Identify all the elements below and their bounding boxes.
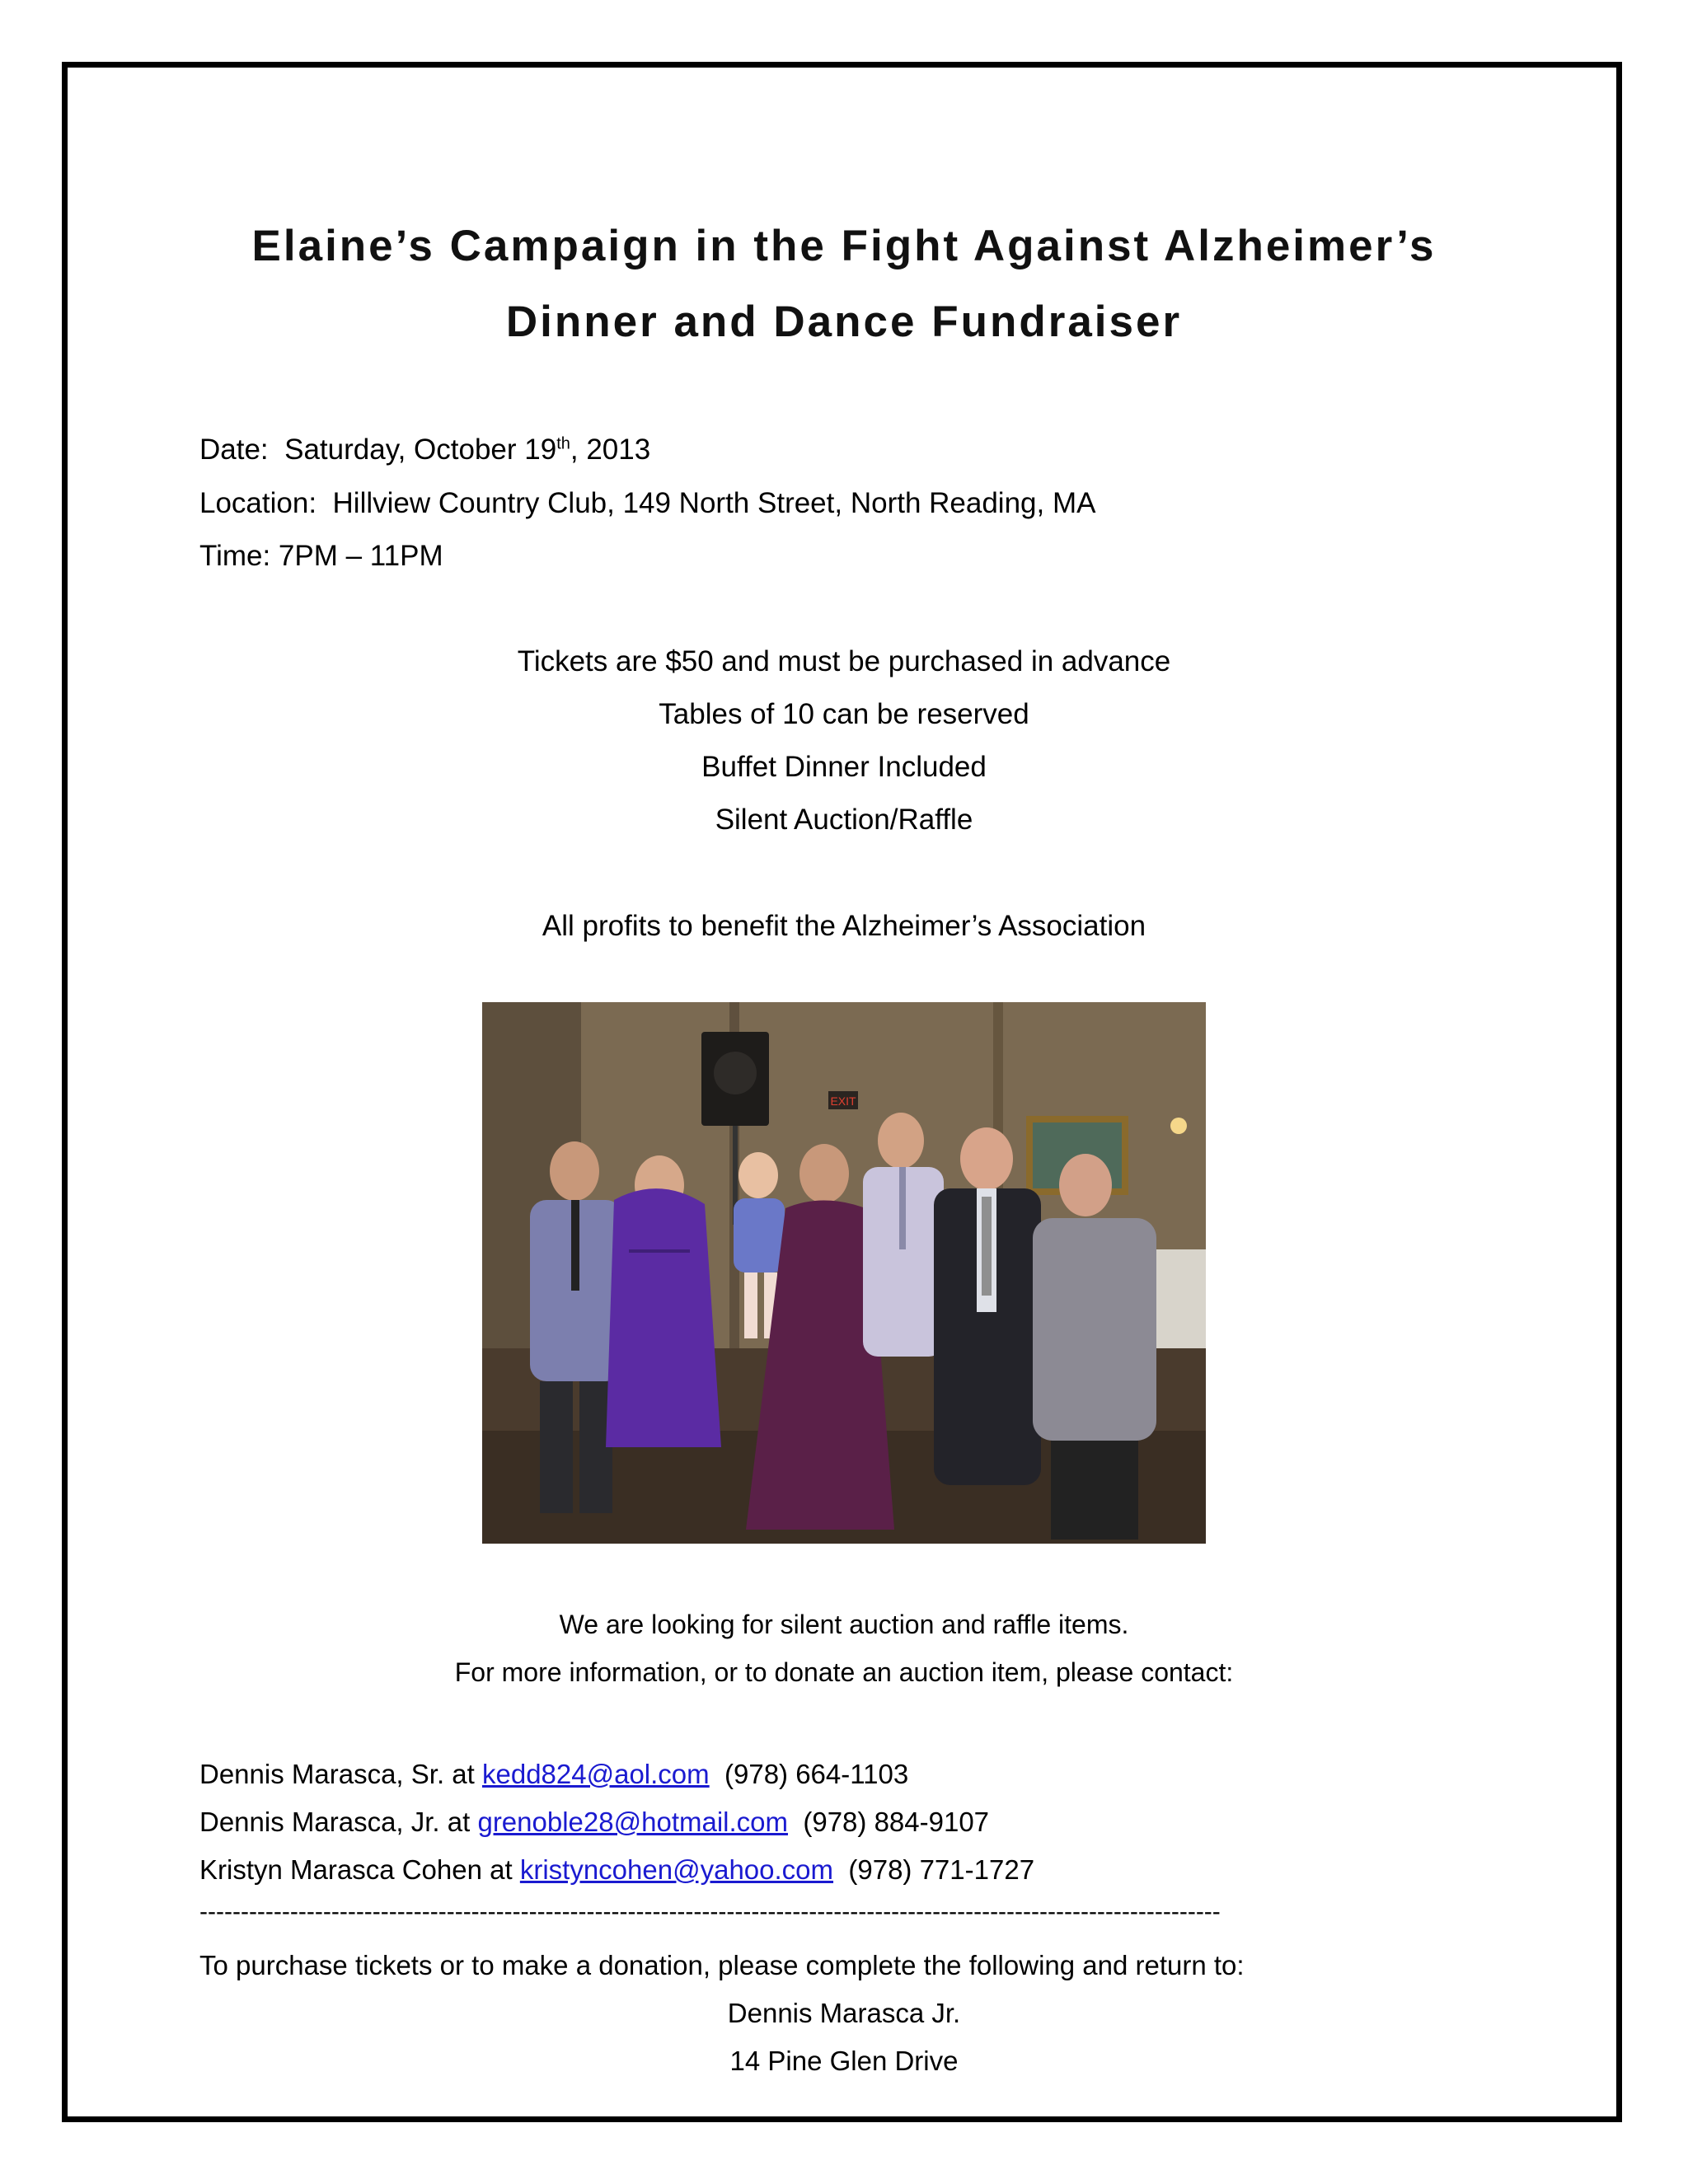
- event-location: [199, 487, 1095, 520]
- location-value: Hillview Country Club, 149 North Street, North Reading, MA: [332, 487, 1096, 519]
- ticket-price: Tickets are $50 and must be purchased in advance: [517, 645, 1171, 677]
- date-value: Saturday, October 19: [284, 434, 557, 466]
- recipient-name: Dennis Marasca Jr.: [727, 1998, 961, 2028]
- contact-name: Dennis Marasca, Sr. at: [199, 1759, 475, 1789]
- dinner-info: Buffet Dinner Included: [701, 751, 987, 783]
- date-year: , 2013: [570, 434, 651, 466]
- contact-phone: (978) 664-1103: [724, 1759, 909, 1789]
- family-photo: [482, 1002, 1206, 1544]
- email-link[interactable]: kristyncohen@yahoo.com: [519, 1854, 834, 1885]
- event-date: [199, 434, 650, 466]
- contact-phone: (978) 771-1727: [848, 1854, 1035, 1885]
- contact-row: [199, 1807, 989, 1838]
- flyer-subtitle: Dinner and Dance Fundraiser: [505, 298, 1183, 346]
- request-line-1: We are looking for silent auction and raffle items.: [559, 1610, 1129, 1639]
- exit-sign-text: EXIT: [830, 1094, 856, 1108]
- date-ordinal: th: [556, 434, 570, 453]
- date-label: Date:: [199, 434, 269, 466]
- cut-line-separator: ----------------------------------------------------------------------------------------------------------------------------: [199, 1898, 1221, 1925]
- tables-info: Tables of 10 can be reserved: [659, 698, 1029, 730]
- auction-info: Silent Auction/Raffle: [715, 804, 973, 836]
- contact-phone: (978) 884-9107: [803, 1807, 990, 1837]
- contact-row: [199, 1759, 908, 1790]
- request-line-2: For more information, or to donate an auction item, please contact:: [454, 1657, 1234, 1687]
- beneficiary-text: All profits to benefit the Alzheimer’s Association: [542, 910, 1146, 942]
- event-time: Time: 7PM – 11PM: [199, 540, 443, 572]
- contact-name: Kristyn Marasca Cohen at: [199, 1854, 513, 1885]
- email-link[interactable]: grenoble28@hotmail.com: [477, 1807, 789, 1837]
- contact-row: [199, 1854, 1034, 1886]
- purchase-instructions: To purchase tickets or to make a donation, please complete the following and return to:: [199, 1950, 1245, 1980]
- flyer-title: Elaine’s Campaign in the Fight Against Alzheimer’s: [251, 222, 1437, 270]
- recipient-street: 14 Pine Glen Drive: [729, 2046, 959, 2076]
- location-label: Location:: [199, 487, 317, 519]
- family-photo-illustration: [482, 1002, 1206, 1544]
- contact-name: Dennis Marasca, Jr. at: [199, 1807, 471, 1837]
- email-link[interactable]: kedd824@aol.com: [481, 1759, 710, 1789]
